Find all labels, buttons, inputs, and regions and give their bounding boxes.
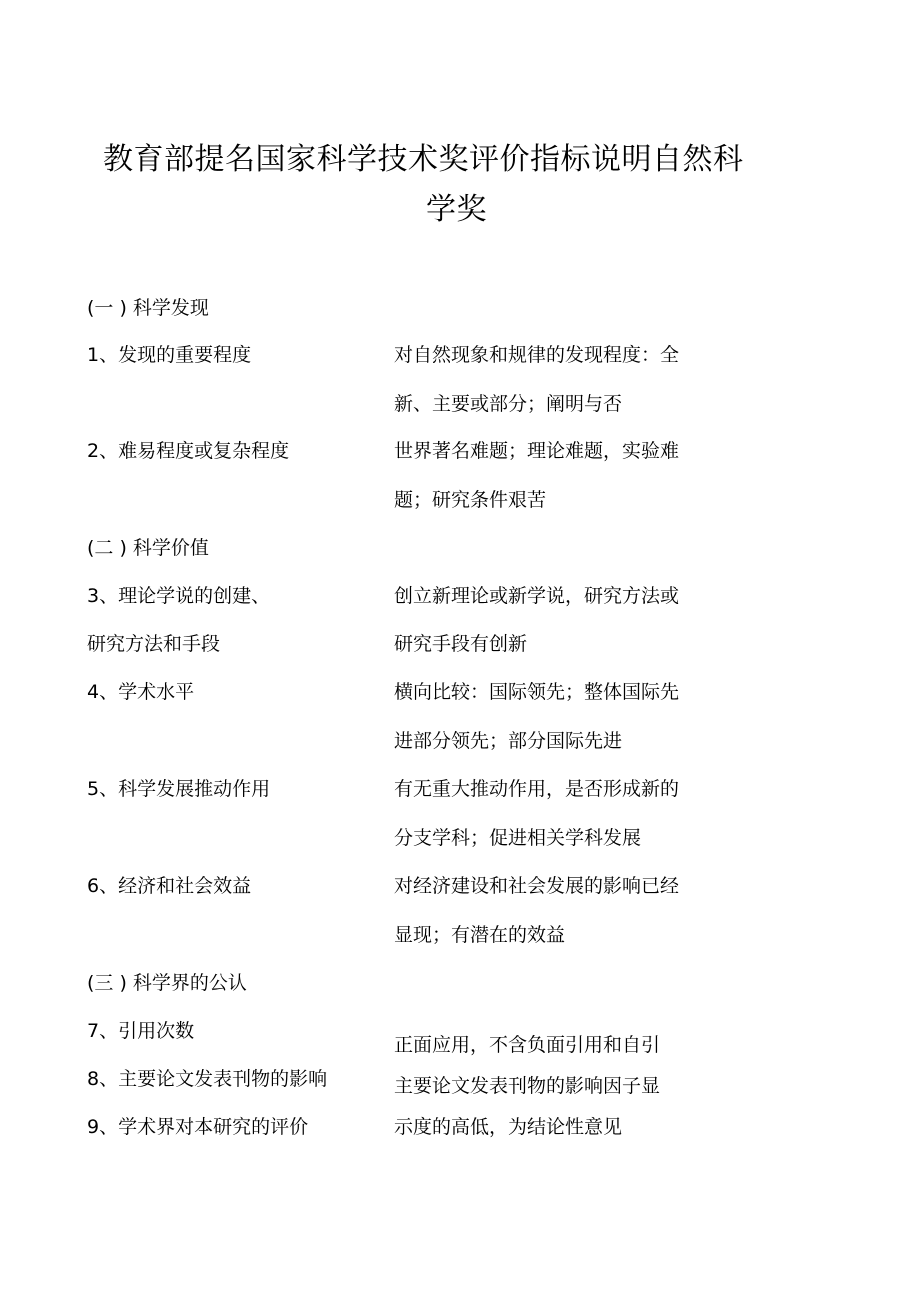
item-5-desc-line-2: 分支学科；促进相关学科发展 (394, 827, 642, 849)
item-4-desc-line-1: 横向比较：国际领先；整体国际先 (394, 681, 680, 703)
item-3-desc-line-1: 创立新理论或新学说，研究方法或 (394, 585, 680, 607)
item-7-label: 7、引用次数 (87, 1020, 195, 1042)
item-8-desc: 主要论文发表刊物的影响因子显 (394, 1075, 661, 1097)
item-2-desc-line-1: 世界著名难题；理论难题，实验难 (394, 440, 680, 462)
item-1-desc-line-1: 对自然现象和规律的发现程度：全 (394, 344, 680, 366)
title-line-2: 学奖 (426, 192, 487, 227)
item-3-label-line-2: 研究方法和手段 (87, 633, 221, 655)
item-7-desc: 正面应用，不含负面引用和自引 (394, 1034, 661, 1056)
title-line-1: 教育部提名国家科学技术奖评价指标说明自然科 (103, 142, 744, 177)
item-6-desc-line-2: 显现；有潜在的效益 (394, 924, 566, 946)
item-1-label: 1、发现的重要程度 (87, 344, 252, 366)
item-8-label: 8、主要论文发表刊物的影响 (87, 1068, 328, 1090)
item-2-label: 2、难易程度或复杂程度 (87, 440, 290, 462)
item-3-desc-line-2: 研究手段有创新 (394, 633, 528, 655)
section-heading-2: (二 ) 科学价值 (87, 537, 209, 559)
item-9-label: 9、学术界对本研究的评价 (87, 1116, 309, 1138)
section-heading-1: (一 ) 科学发现 (87, 297, 209, 319)
item-6-label: 6、经济和社会效益 (87, 875, 252, 897)
item-6-desc-line-1: 对经济建设和社会发展的影响已经 (394, 875, 680, 897)
item-3-label-line-1: 3、理论学说的创建、 (87, 585, 271, 607)
item-4-label: 4、学术水平 (87, 681, 195, 703)
item-1-desc-line-2: 新、主要或部分；阐明与否 (394, 393, 623, 415)
item-9-desc: 示度的高低，为结论性意见 (394, 1116, 623, 1138)
item-5-label: 5、科学发展推动作用 (87, 778, 271, 800)
item-2-desc-line-2: 题；研究条件艰苦 (394, 489, 547, 511)
item-5-desc-line-1: 有无重大推动作用，是否形成新的 (394, 778, 680, 800)
item-4-desc-line-2: 进部分领先；部分国际先进 (394, 730, 623, 752)
section-heading-3: (三 ) 科学界的公认 (87, 972, 247, 994)
